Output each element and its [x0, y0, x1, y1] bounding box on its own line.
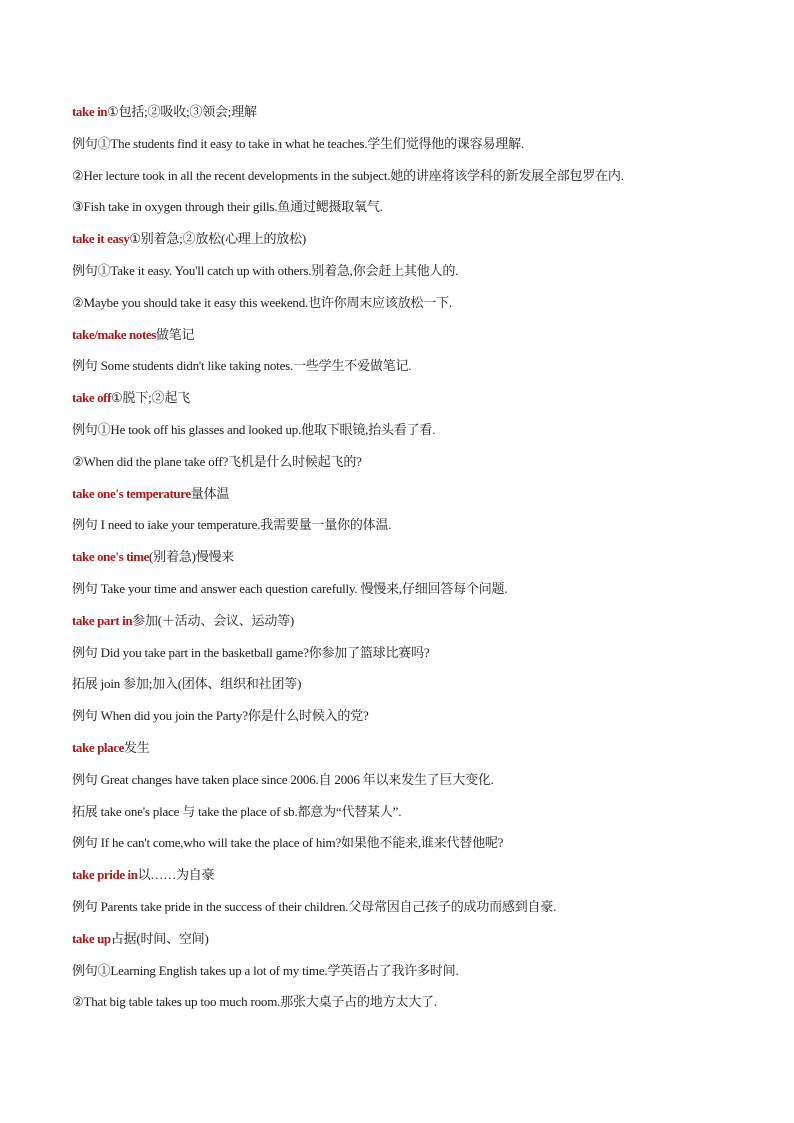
example-line: 例句 If he can't come,who will take the place of him?如果他不能来,谁来代替他呢? — [72, 835, 504, 851]
phrase-heading — [72, 482, 732, 514]
example-line: 例句 Great changes have taken place since 2006.自 2006 年以来发生了巨大变化. — [72, 771, 494, 787]
example-line: ②Her lecture took in all the recent developments in the subject.她的讲座将该学科的新发展全部包罗在内. — [72, 167, 624, 183]
phrase-meaning: ①包括;②吸收;③领会;理解 — [107, 104, 257, 119]
phrase-heading — [72, 927, 732, 959]
example-line: 例句①Take it easy. You'll catch up with others.别着急,你会赶上其他人的. — [72, 262, 459, 278]
phrase-meaning: 发生 — [123, 739, 150, 755]
example-line: ③Fish take in oxygen through their gills.鱼通过鳃摄取氧气. — [72, 199, 383, 215]
phrase-meaning: 占据(时间、空间) — [110, 930, 209, 946]
phrase-meaning: ①别着急;②放松(心理上的放松) — [129, 231, 307, 247]
example-line: ②That big table takes up too much room.那张大桌子占的地方太大了. — [72, 994, 437, 1010]
phrase-term: take place — [72, 739, 124, 755]
example-line: ②When did the plane take off?飞机是什么时候起飞的? — [72, 453, 362, 469]
phrase-heading — [72, 863, 732, 895]
phrase-heading — [72, 323, 732, 355]
phrase-heading — [72, 100, 732, 132]
phrase-term: take one's time — [72, 549, 150, 565]
phrase-meaning: (别着急)慢慢来 — [149, 549, 235, 565]
example-line: 例句 Parents take pride in the success of their children.父母常因自己孩子的成功而感到自豪. — [72, 898, 557, 914]
example-line: 例句 Take your time and answer each question carefully. 慢慢来,仔细回答每个问题. — [72, 580, 508, 596]
phrase-meaning: 量体温 — [190, 485, 230, 501]
phrase-heading — [72, 609, 732, 641]
phrase-term: take one's temperature — [72, 485, 191, 501]
phrase-term: take it easy — [72, 231, 130, 247]
document-body — [72, 100, 732, 1022]
example-line: 例句①He took off his glasses and looked up.他取下眼镜,抬头看了看. — [72, 421, 436, 437]
phrase-meaning: ①脱下;②起飞 — [111, 390, 190, 406]
phrase-term: take part in — [72, 612, 133, 628]
phrase-term: take up — [72, 930, 111, 946]
phrase-term: take off — [72, 390, 112, 406]
phrase-term: take pride in — [72, 867, 138, 883]
phrase-heading — [72, 736, 732, 768]
phrase-term: take in — [72, 104, 108, 119]
phrase-meaning: 以……为自豪 — [137, 867, 215, 883]
phrase-heading — [72, 545, 732, 577]
example-line: 例句 When did you join the Party?你是什么时候入的党? — [72, 708, 369, 724]
example-line: 例句 Some students didn't like taking notes.一些学生不爱做笔记. — [72, 358, 412, 374]
example-line: 拓展 take one's place 与 take the place of sb.都意为“代替某人”. — [72, 803, 402, 819]
example-line: 例句①The students find it easy to take in what he teaches.学生们觉得他的课容易理解. — [72, 135, 524, 151]
phrase-heading — [72, 386, 732, 418]
phrase-meaning: 做笔记 — [155, 326, 195, 342]
example-line: 例句①Learning English takes up a lot of my time.学英语占了我许多时间. — [72, 962, 459, 978]
phrase-heading — [72, 227, 732, 259]
example-line: 拓展 join 参加;加入(团体、组织和社团等) — [72, 676, 302, 692]
example-line: 例句 Did you take part in the basketball game?你参加了篮球比赛吗? — [72, 644, 430, 660]
phrase-meaning: 参加(＋活动、会议、运动等) — [132, 612, 295, 628]
example-line: ②Maybe you should take it easy this weekend.也许你周末应该放松一下. — [72, 294, 452, 310]
example-line: 例句 I need to iake your temperature.我需要量一量你的体温. — [72, 517, 392, 533]
phrase-term: take/make notes — [72, 326, 156, 342]
